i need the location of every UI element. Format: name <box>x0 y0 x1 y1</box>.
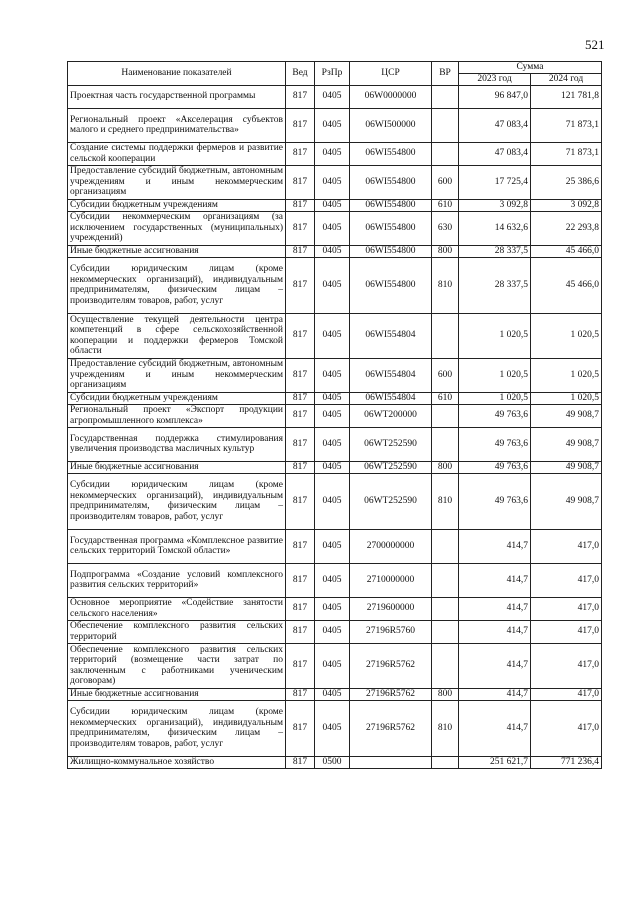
cell-name: Субсидии юридическим лицам (кроме некоммерческих организаций), индивидуальным предпринимателям, физическим лицам – производителям товаров, работ, услуг <box>68 700 286 756</box>
cell-y2023: 414,7 <box>459 529 531 563</box>
cell-vr <box>432 108 459 142</box>
cell-csr: 06WT252590 <box>350 461 432 473</box>
cell-name: Государственная поддержка стимулирования увеличения производства масличных культур <box>68 427 286 461</box>
cell-csr: 06W0000000 <box>350 85 432 108</box>
cell-y2023: 414,7 <box>459 597 531 620</box>
cell-ved: 817 <box>286 427 315 461</box>
cell-vr <box>432 620 459 643</box>
cell-name: Субсидии бюджетным учреждениям <box>68 199 286 211</box>
cell-ved: 817 <box>286 245 315 257</box>
cell-vr: 810 <box>432 473 459 529</box>
header-vr: ВР <box>432 62 459 86</box>
cell-y2023: 47 083,4 <box>459 142 531 165</box>
cell-vr: 810 <box>432 700 459 756</box>
cell-ved: 817 <box>286 313 315 358</box>
cell-csr: 06WT252590 <box>350 427 432 461</box>
cell-vr <box>432 529 459 563</box>
cell-y2024: 417,0 <box>531 597 602 620</box>
cell-rzpr: 0405 <box>315 392 350 404</box>
header-ved: Вед <box>286 62 315 86</box>
cell-ved: 817 <box>286 756 315 768</box>
cell-y2024: 1 020,5 <box>531 392 602 404</box>
header-2023: 2023 год <box>459 73 531 85</box>
cell-ved: 817 <box>286 620 315 643</box>
cell-vr <box>432 427 459 461</box>
table-row <box>68 165 602 199</box>
cell-csr: 06WI554800 <box>350 257 432 313</box>
table-row <box>68 688 602 700</box>
cell-csr: 27196R5760 <box>350 620 432 643</box>
cell-ved: 817 <box>286 461 315 473</box>
page-number: 521 <box>585 37 605 52</box>
cell-name: Субсидии юридическим лицам (кроме некоммерческих организаций), индивидуальным предпринимателям, физическим лицам – производителям товаров, работ, услуг <box>68 473 286 529</box>
cell-rzpr: 0405 <box>315 427 350 461</box>
cell-vr: 610 <box>432 199 459 211</box>
cell-name: Подпрограмма «Создание условий комплексного развития сельских территорий» <box>68 563 286 597</box>
cell-ved: 817 <box>286 358 315 392</box>
cell-y2024: 45 466,0 <box>531 245 602 257</box>
header-name: Наименование показателей <box>68 62 286 86</box>
cell-name: Проектная часть государственной программы <box>68 85 286 108</box>
cell-rzpr: 0405 <box>315 461 350 473</box>
table-body <box>68 85 602 768</box>
cell-csr: 06WI554800 <box>350 199 432 211</box>
cell-y2024: 49 908,7 <box>531 461 602 473</box>
table-row <box>68 108 602 142</box>
cell-name: Региональный проект «Экспорт продукции агропромышленного комплекса» <box>68 404 286 427</box>
cell-csr: 06WI554804 <box>350 358 432 392</box>
cell-csr: 2710000000 <box>350 563 432 597</box>
cell-csr: 06WT200000 <box>350 404 432 427</box>
cell-csr: 27196R5762 <box>350 700 432 756</box>
cell-y2023: 28 337,5 <box>459 257 531 313</box>
cell-rzpr: 0405 <box>315 165 350 199</box>
cell-y2023: 414,7 <box>459 700 531 756</box>
cell-ved: 817 <box>286 597 315 620</box>
cell-csr: 06WI554804 <box>350 392 432 404</box>
cell-y2023: 96 847,0 <box>459 85 531 108</box>
cell-rzpr: 0405 <box>315 211 350 245</box>
cell-rzpr: 0405 <box>315 404 350 427</box>
cell-csr: 2700000000 <box>350 529 432 563</box>
table-row <box>68 563 602 597</box>
table-row <box>68 473 602 529</box>
cell-y2024: 417,0 <box>531 529 602 563</box>
cell-csr: 06WI554800 <box>350 245 432 257</box>
cell-name: Обеспечение комплексного развития сельских территорий <box>68 620 286 643</box>
cell-ved: 817 <box>286 700 315 756</box>
cell-name: Региональный проект «Акселерация субъектов малого и среднего предпринимательства» <box>68 108 286 142</box>
cell-ved: 817 <box>286 392 315 404</box>
cell-rzpr: 0405 <box>315 563 350 597</box>
cell-name: Создание системы поддержки фермеров и развитие сельской кооперации <box>68 142 286 165</box>
cell-y2023: 251 621,7 <box>459 756 531 768</box>
cell-y2023: 49 763,6 <box>459 461 531 473</box>
cell-y2024: 417,0 <box>531 700 602 756</box>
cell-name: Субсидии некоммерческим организациям (за исключением государственных (муниципальных) учреждений) <box>68 211 286 245</box>
header-sum: Сумма <box>459 62 602 74</box>
cell-name: Предоставление субсидий бюджетным, автономным учреждениям и иным некоммерческим организациям <box>68 358 286 392</box>
cell-y2023: 49 763,6 <box>459 427 531 461</box>
cell-y2024: 417,0 <box>531 620 602 643</box>
cell-y2024: 121 781,8 <box>531 85 602 108</box>
cell-ved: 817 <box>286 108 315 142</box>
cell-y2023: 49 763,6 <box>459 404 531 427</box>
cell-name: Субсидии юридическим лицам (кроме некоммерческих организаций), индивидуальным предпринимателям, физическим лицам – производителям товаров, работ, услуг <box>68 257 286 313</box>
cell-name: Субсидии бюджетным учреждениям <box>68 392 286 404</box>
cell-y2023: 17 725,4 <box>459 165 531 199</box>
cell-vr: 800 <box>432 688 459 700</box>
cell-name: Иные бюджетные ассигнования <box>68 245 286 257</box>
cell-rzpr: 0405 <box>315 199 350 211</box>
cell-y2024: 25 386,6 <box>531 165 602 199</box>
cell-y2024: 22 293,8 <box>531 211 602 245</box>
cell-ved: 817 <box>286 85 315 108</box>
cell-vr <box>432 643 459 688</box>
table-row <box>68 427 602 461</box>
cell-y2024: 417,0 <box>531 688 602 700</box>
cell-y2023: 414,7 <box>459 688 531 700</box>
cell-y2024: 1 020,5 <box>531 313 602 358</box>
cell-y2024: 71 873,1 <box>531 108 602 142</box>
cell-rzpr: 0405 <box>315 85 350 108</box>
header-csr: ЦСР <box>350 62 432 86</box>
cell-vr: 800 <box>432 461 459 473</box>
cell-y2023: 47 083,4 <box>459 108 531 142</box>
cell-name: Государственная программа «Комплексное развитие сельских территорий Томской области» <box>68 529 286 563</box>
table-row <box>68 257 602 313</box>
cell-ved: 817 <box>286 211 315 245</box>
table-row <box>68 85 602 108</box>
cell-y2024: 1 020,5 <box>531 358 602 392</box>
header-2024: 2024 год <box>531 73 602 85</box>
cell-rzpr: 0405 <box>315 529 350 563</box>
table-row <box>68 358 602 392</box>
cell-ved: 817 <box>286 563 315 597</box>
budget-table <box>67 61 602 769</box>
table-row <box>68 461 602 473</box>
cell-rzpr: 0405 <box>315 700 350 756</box>
table-row <box>68 700 602 756</box>
cell-vr <box>432 756 459 768</box>
cell-vr: 610 <box>432 392 459 404</box>
table-row <box>68 620 602 643</box>
cell-rzpr: 0405 <box>315 688 350 700</box>
cell-y2024: 45 466,0 <box>531 257 602 313</box>
cell-ved: 817 <box>286 142 315 165</box>
cell-vr: 600 <box>432 358 459 392</box>
cell-ved: 817 <box>286 473 315 529</box>
cell-name: Предоставление субсидий бюджетным, автономным учреждениям и иным некоммерческим организациям <box>68 165 286 199</box>
cell-csr: 06WI554800 <box>350 211 432 245</box>
cell-y2024: 3 092,8 <box>531 199 602 211</box>
table-row <box>68 643 602 688</box>
cell-name: Основное мероприятие «Содействие занятости сельского населения» <box>68 597 286 620</box>
cell-vr: 630 <box>432 211 459 245</box>
cell-csr: 06WI554804 <box>350 313 432 358</box>
cell-y2024: 417,0 <box>531 563 602 597</box>
cell-csr: 06WI554800 <box>350 142 432 165</box>
cell-vr <box>432 142 459 165</box>
cell-vr: 600 <box>432 165 459 199</box>
cell-vr <box>432 85 459 108</box>
cell-y2023: 1 020,5 <box>459 392 531 404</box>
cell-y2023: 28 337,5 <box>459 245 531 257</box>
cell-ved: 817 <box>286 199 315 211</box>
cell-csr: 06WT252590 <box>350 473 432 529</box>
table-row <box>68 313 602 358</box>
cell-y2023: 49 763,6 <box>459 473 531 529</box>
cell-ved: 817 <box>286 257 315 313</box>
cell-vr: 800 <box>432 245 459 257</box>
cell-vr <box>432 563 459 597</box>
table-row <box>68 529 602 563</box>
cell-ved: 817 <box>286 404 315 427</box>
table-row <box>68 756 602 768</box>
cell-y2024: 417,0 <box>531 643 602 688</box>
cell-y2024: 49 908,7 <box>531 404 602 427</box>
cell-y2023: 1 020,5 <box>459 358 531 392</box>
cell-name: Иные бюджетные ассигнования <box>68 688 286 700</box>
cell-rzpr: 0405 <box>315 597 350 620</box>
cell-name: Осуществление текущей деятельности центра компетенций в сфере сельскохозяйственной кооперации и поддержки фермеров Томской области <box>68 313 286 358</box>
cell-csr <box>350 756 432 768</box>
cell-rzpr: 0405 <box>315 473 350 529</box>
cell-rzpr: 0405 <box>315 108 350 142</box>
cell-csr: 27196R5762 <box>350 643 432 688</box>
cell-y2023: 14 632,6 <box>459 211 531 245</box>
table-row <box>68 199 602 211</box>
cell-name: Обеспечение комплексного развития сельских территорий (возмещение части затрат по заключенным с работниками ученическим договорам) <box>68 643 286 688</box>
cell-ved: 817 <box>286 643 315 688</box>
table-row <box>68 392 602 404</box>
cell-vr <box>432 404 459 427</box>
cell-ved: 817 <box>286 688 315 700</box>
cell-vr: 810 <box>432 257 459 313</box>
cell-ved: 817 <box>286 165 315 199</box>
table-row <box>68 404 602 427</box>
cell-vr <box>432 597 459 620</box>
cell-rzpr: 0405 <box>315 313 350 358</box>
cell-y2024: 71 873,1 <box>531 142 602 165</box>
cell-rzpr: 0405 <box>315 257 350 313</box>
cell-name: Иные бюджетные ассигнования <box>68 461 286 473</box>
cell-ved: 817 <box>286 529 315 563</box>
table-row <box>68 245 602 257</box>
cell-y2023: 414,7 <box>459 620 531 643</box>
cell-rzpr: 0405 <box>315 245 350 257</box>
cell-y2024: 49 908,7 <box>531 427 602 461</box>
cell-rzpr: 0405 <box>315 620 350 643</box>
cell-vr <box>432 313 459 358</box>
cell-y2023: 1 020,5 <box>459 313 531 358</box>
cell-csr: 27196R5762 <box>350 688 432 700</box>
cell-y2024: 49 908,7 <box>531 473 602 529</box>
cell-y2024: 771 236,4 <box>531 756 602 768</box>
cell-y2023: 414,7 <box>459 643 531 688</box>
cell-rzpr: 0405 <box>315 643 350 688</box>
table-row <box>68 211 602 245</box>
cell-rzpr: 0405 <box>315 358 350 392</box>
cell-y2023: 3 092,8 <box>459 199 531 211</box>
cell-csr: 06WI500000 <box>350 108 432 142</box>
cell-csr: 2719600000 <box>350 597 432 620</box>
cell-csr: 06WI554800 <box>350 165 432 199</box>
table-row <box>68 597 602 620</box>
cell-y2023: 414,7 <box>459 563 531 597</box>
cell-rzpr: 0500 <box>315 756 350 768</box>
table-row <box>68 142 602 165</box>
cell-name: Жилищно-коммунальное хозяйство <box>68 756 286 768</box>
cell-rzpr: 0405 <box>315 142 350 165</box>
header-rzpr: РзПр <box>315 62 350 86</box>
